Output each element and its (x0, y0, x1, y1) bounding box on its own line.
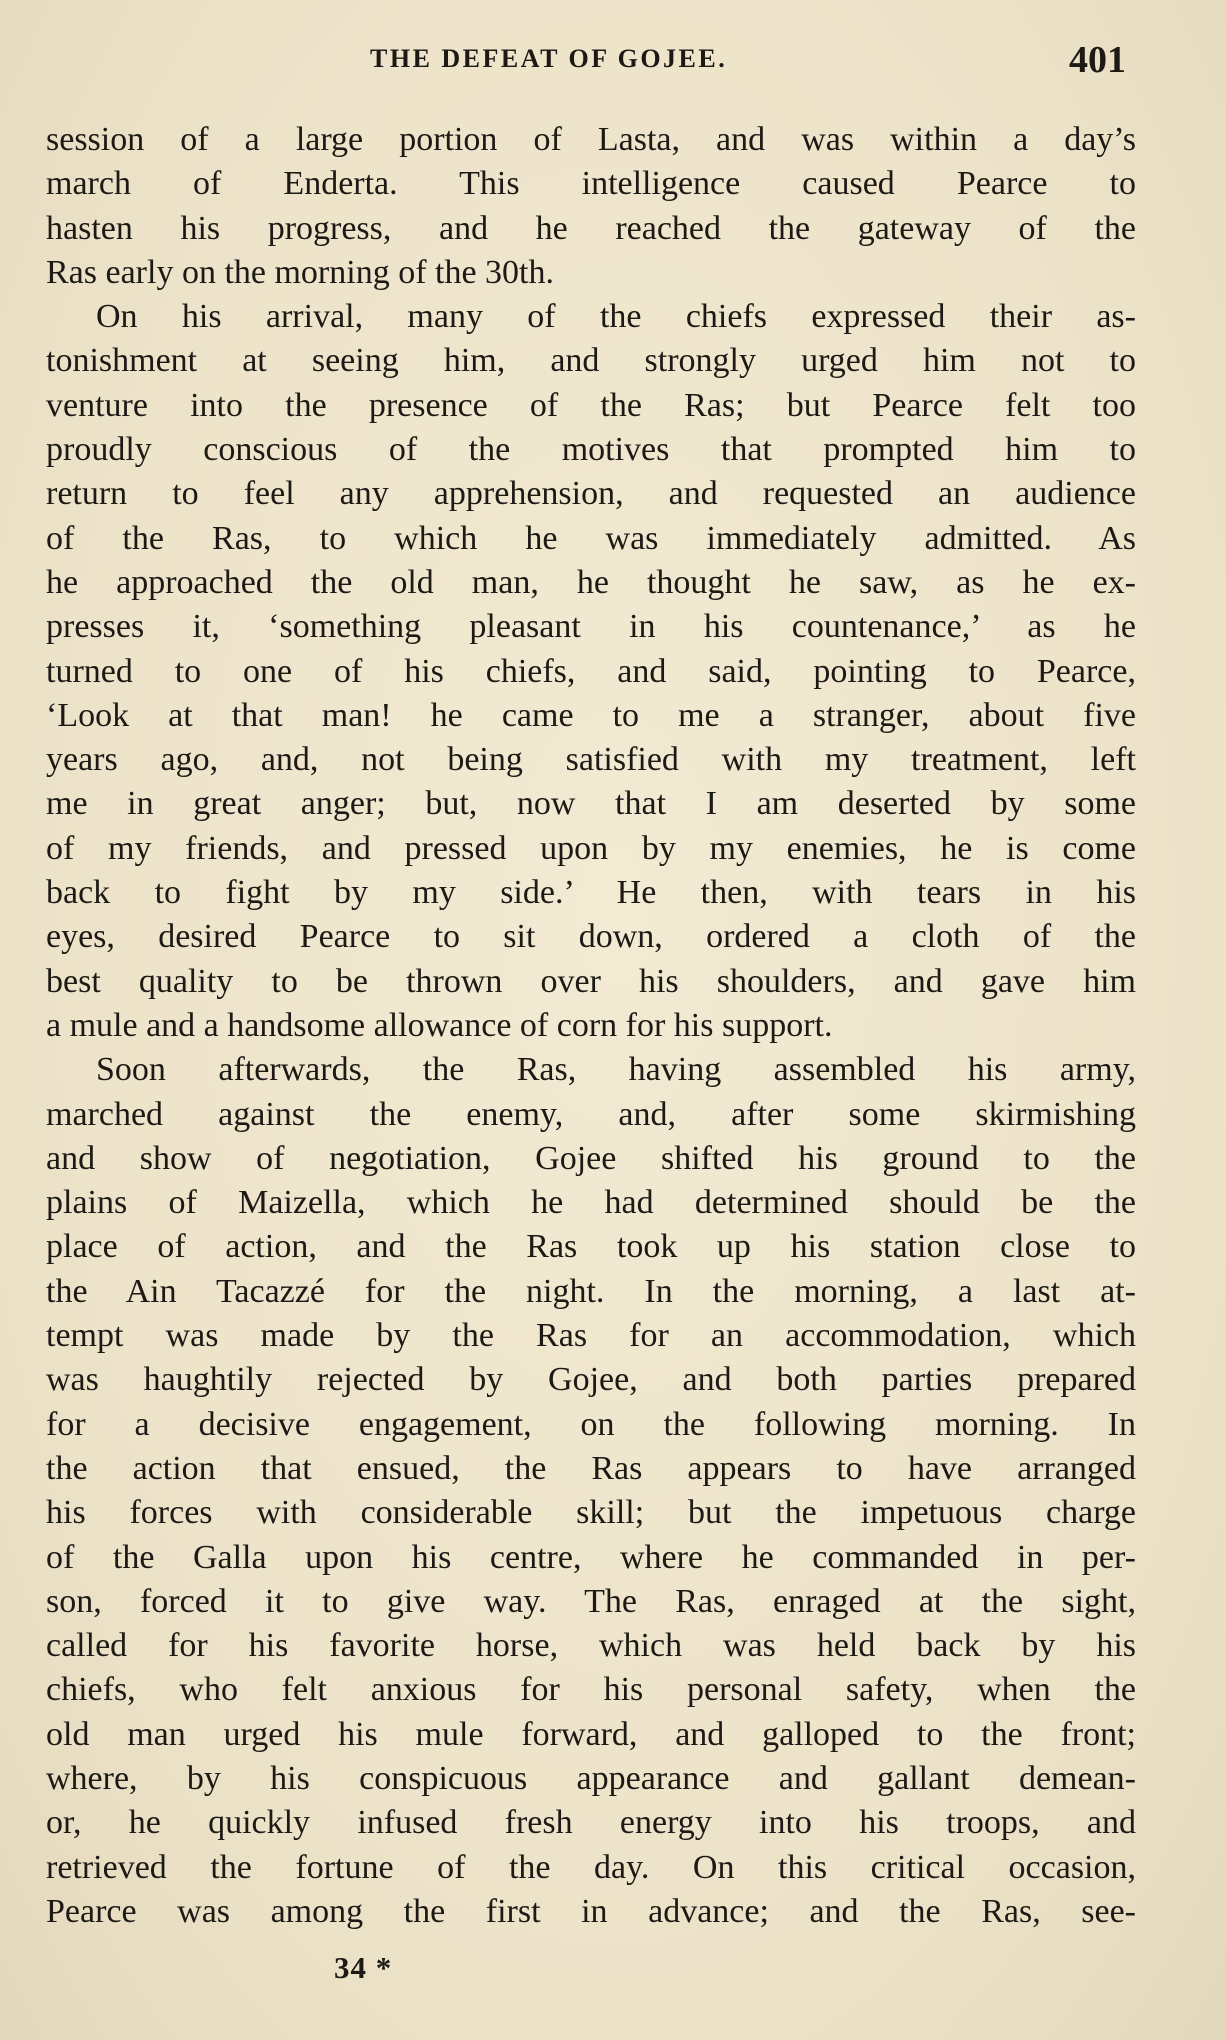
text-line: return to feel any apprehension, and requested an audience (46, 475, 1136, 513)
text-line: presses it, ‘something pleasant in his countenance,’ as he (46, 608, 1136, 646)
text-line: hasten his progress, and he reached the gateway of the (46, 209, 1136, 247)
text-line: son, forced it to give way. The Ras, enraged at the sight, (46, 1582, 1136, 1620)
text-line: plains of Maizella, which he had determined should be the (46, 1184, 1136, 1222)
paragraph-start-line: On his arrival, many of the chiefs expressed their as- (96, 298, 1136, 336)
text-line: was haughtily rejected by Gojee, and both parties prepared (46, 1361, 1136, 1399)
text-line: where, by his conspicuous appearance and gallant demean- (46, 1759, 1136, 1797)
text-line: and show of negotiation, Gojee shifted his ground to the (46, 1139, 1136, 1177)
text-line: of the Galla upon his centre, where he commanded in per- (46, 1538, 1136, 1576)
text-line: Ras early on the morning of the 30th. (46, 253, 555, 291)
text-line: of the Ras, to which he was immediately admitted. As (46, 519, 1136, 557)
text-line: his forces with considerable skill; but the impetuous charge (46, 1494, 1136, 1532)
text-line: retrieved the fortune of the day. On this critical occasion, (46, 1848, 1136, 1886)
text-line: old man urged his mule forward, and galloped to the front; (46, 1715, 1136, 1753)
text-line: he approached the old man, he thought he saw, as he ex- (46, 563, 1136, 601)
text-line: chiefs, who felt anxious for his personal safety, when the (46, 1671, 1136, 1709)
text-line: Pearce was among the first in advance; and the Ras, see- (46, 1892, 1136, 1930)
page-header (46, 38, 1126, 88)
text-line: of my friends, and pressed upon by my enemies, he is come (46, 829, 1136, 867)
text-line: the Ain Tacazzé for the night. In the morning, a last at- (46, 1272, 1136, 1310)
text-line: place of action, and the Ras took up his station close to (46, 1228, 1136, 1266)
text-line: proudly conscious of the motives that prompted him to (46, 431, 1136, 469)
text-line: or, he quickly infused fresh energy into his troops, and (46, 1804, 1136, 1842)
text-line: tonishment at seeing him, and strongly urged him not to (46, 342, 1136, 380)
text-line: a mule and a handsome allowance of corn for his support. (46, 1006, 833, 1044)
text-line: years ago, and, not being satisfied with my treatment, left (46, 741, 1136, 779)
text-line: me in great anger; but, now that I am deserted by some (46, 785, 1136, 823)
text-line: ‘Look at that man! he came to me a stranger, about five (46, 696, 1136, 734)
running-head: THE DEFEAT OF GOJEE. (370, 44, 728, 73)
paragraph-start-line: Soon afterwards, the Ras, having assembled his army, (96, 1051, 1136, 1089)
text-line: back to fight by my side.’ He then, with tears in his (46, 874, 1136, 912)
text-line: called for his favorite horse, which was held back by his (46, 1627, 1136, 1665)
text-line: best quality to be thrown over his shoulders, and gave him (46, 962, 1136, 1000)
text-line: for a decisive engagement, on the following morning. In (46, 1405, 1136, 1443)
text-line: venture into the presence of the Ras; but Pearce felt too (46, 386, 1136, 424)
text-line: march of Enderta. This intelligence caused Pearce to (46, 165, 1136, 203)
page-number: 401 (1069, 39, 1126, 81)
text-line: session of a large portion of Lasta, and was within a day’s (46, 121, 1136, 158)
text-line: turned to one of his chiefs, and said, pointing to Pearce, (46, 652, 1136, 690)
text-line: tempt was made by the Ras for an accommodation, which (46, 1317, 1136, 1355)
body-text (46, 118, 1136, 1934)
text-line: marched against the enemy, and, after some skirmishing (46, 1095, 1136, 1133)
signature-mark: 34 * (334, 1950, 393, 1985)
text-line: the action that ensued, the Ras appears to have arranged (46, 1449, 1136, 1487)
text-line: eyes, desired Pearce to sit down, ordered a cloth of the (46, 918, 1136, 956)
